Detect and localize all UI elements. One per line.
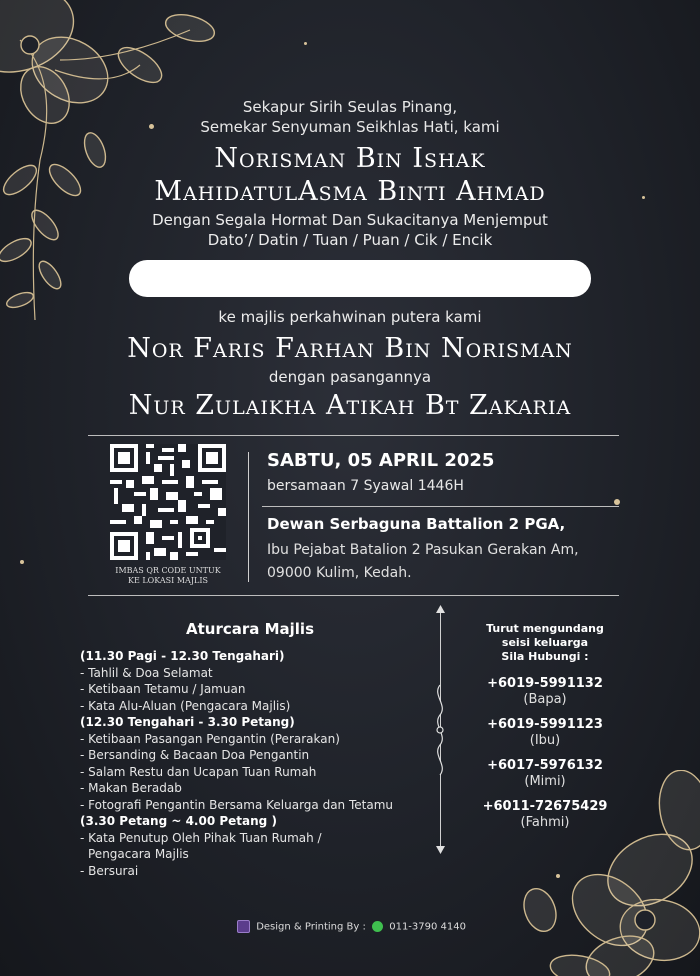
footer-label: Design & Printing By : [256,921,366,933]
event-address-line-1: Ibu Pejabat Batalion 2 Pasukan Gerakan Am, [267,542,579,558]
contact-heading-2: seisi keluarga [501,636,589,649]
event-date: SABTU, 05 APRIL 2025 [267,450,495,471]
footer-phone[interactable]: 011-3790 4140 [389,921,466,933]
event-separator [248,452,249,582]
schedule-title: Aturcara Majlis [185,620,314,638]
sparkle-dot [614,499,620,505]
contact-name-bapa: (Bapa) [523,692,567,707]
contact-phone-bapa[interactable]: +6019-5991132 [487,676,603,691]
schedule-item: - Fotografi Pengantin Bersama Keluarga dan Tetamu [80,797,394,812]
schedule-item: Pengacara Majlis [88,847,189,861]
intro-line-2: Semekar Senyuman Seikhlas Hati, kami [200,118,500,136]
contact-name-fahmi: (Fahmi) [520,815,570,830]
contact-section [470,622,620,831]
contact-heading-3: Sila Hubungi : [501,650,589,663]
location-qr-code[interactable] [110,444,226,560]
couple-connector: dengan pasangannya [268,368,432,386]
divider-date-venue [262,506,619,507]
couple-intro: ke majlis perkahwinan putera kami [218,308,482,326]
event-address-line-2: 09000 Kulim, Kedah. [267,565,412,581]
host-father-name: Norisman Bin Ishak [214,143,486,174]
divider-arrow-top [436,605,445,613]
designer-logo-icon [237,920,250,933]
schedule-item: - Kata Alu-Aluan (Pengacara Majlis) [80,698,291,713]
qr-caption-line-1: IMBAS QR CODE UNTUK [115,566,221,575]
footer-credit [0,920,700,933]
contact-phone-mimi[interactable]: +6017-5976132 [487,758,603,773]
contact-phone-fahmi[interactable]: +6011-72675429 [482,799,608,814]
invite-line-1: Dengan Segala Hormat Dan Sukacitanya Menjemput [152,211,548,229]
guest-name-field[interactable] [129,260,591,297]
whatsapp-icon [372,921,383,932]
schedule-list [80,648,393,879]
qr-caption [100,566,236,586]
schedule-item: - Salam Restu dan Ucapan Tuan Rumah [80,764,317,779]
schedule-item: - Kata Penutup Oleh Pihak Tuan Rumah / [80,830,322,845]
schedule-item: - Makan Beradab [80,781,182,795]
intro-line-1: Sekapur Sirih Seulas Pinang, [242,98,458,116]
schedule-item: (11.30 Pagi - 12.30 Tengahari) [80,649,285,663]
invite-line-2: Dato’/ Datin / Tuan / Puan / Cik / Encik [207,231,493,249]
event-hijri-date: bersamaan 7 Syawal 1446H [267,478,464,494]
event-venue: Dewan Serbaguna Battalion 2 PGA, [267,515,566,533]
schedule-item: - Bersurai [80,863,139,878]
contact-name-mimi: (Mimi) [524,774,566,789]
schedule-item: (3.30 Petang ~ 4.00 Petang ) [80,814,277,828]
divider-top [88,435,619,436]
sparkle-dot [20,560,24,564]
event-address [267,539,579,585]
schedule-item: - Ketibaan Pasangan Pengantin (Perarakan) [80,731,340,746]
groom-name: Nor Faris Farhan Bin Norisman [127,333,573,364]
contact-phone-ibu[interactable]: +6019-5991123 [487,717,603,732]
ornament-icon [430,680,450,780]
schedule-item: (12.30 Tengahari - 3.30 Petang) [80,715,295,729]
divider-bottom [88,595,619,596]
divider-arrow-bottom [436,846,445,854]
sparkle-dot [556,874,560,878]
qr-caption-line-2: KE LOKASI MAJLIS [128,576,208,585]
contact-name-ibu: (Ibu) [529,733,561,748]
schedule-item: - Ketibaan Tetamu / Jamuan [80,682,246,696]
bride-name: Nur Zulaikha Atikah Bt Zakaria [128,390,572,421]
host-mother-name: MahidatulAsma Binti Ahmad [154,176,546,207]
schedule-item: - Tahlil & Doa Selamat [80,665,213,680]
contact-heading-1: Turut mengundang [486,622,604,635]
sparkle-dot [304,42,307,45]
schedule-item: - Bersanding & Bacaan Doa Pengantin [80,748,310,762]
